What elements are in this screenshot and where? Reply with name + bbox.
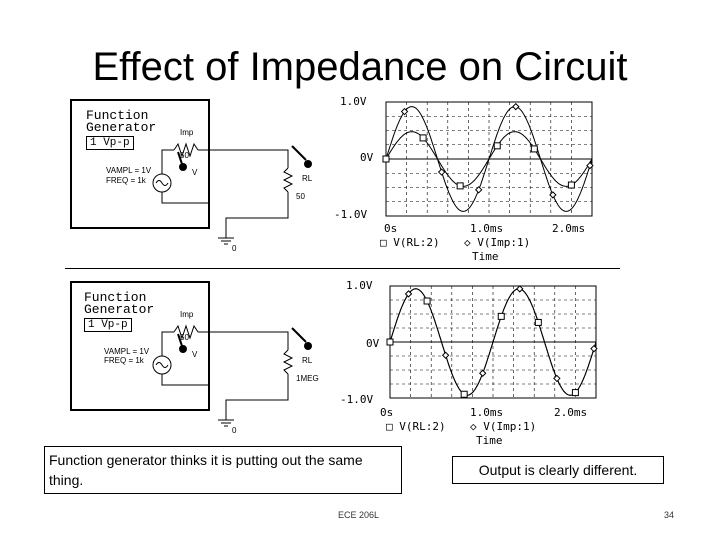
rl-marker	[420, 135, 426, 141]
top-legend-a: □ V(RL:2)	[380, 236, 440, 249]
freq-label: FREQ = 1k	[104, 356, 144, 365]
bottom-legend-a: □ V(RL:2)	[386, 420, 446, 433]
top-plot	[320, 94, 610, 266]
freq-label: FREQ = 1k	[106, 176, 146, 185]
bottom-y-top: 1.0V	[346, 279, 373, 292]
rl-marker	[568, 182, 574, 188]
top-x-end: 2.0ms	[552, 222, 586, 235]
vampl-label: VAMPL = 1V	[104, 347, 150, 356]
bottom-y-bottom: -1.0V	[340, 393, 374, 406]
bottom-x-end: 2.0ms	[554, 406, 588, 419]
top-y-mid: 0V	[360, 151, 374, 164]
ground-label: 0	[232, 426, 237, 435]
bottom-plot-canvas	[320, 276, 610, 448]
top-x-label: Time	[472, 250, 499, 263]
rl-marker	[494, 143, 500, 149]
bottom-plot	[320, 276, 610, 448]
imp-value: 50	[180, 151, 189, 160]
bottom-x-label: Time	[476, 434, 503, 447]
imp-marker	[517, 286, 523, 292]
section-divider	[65, 268, 620, 269]
ground-label: 0	[232, 244, 237, 253]
left-caption: Function generator thinks it is putting out the same thing.	[44, 446, 402, 494]
function-generator-label: Function Generator	[84, 290, 155, 317]
rl-marker	[387, 339, 393, 345]
vampl-label: VAMPL = 1V	[106, 166, 152, 175]
rl-marker	[572, 390, 578, 396]
rl-marker	[424, 298, 430, 304]
top-x-start: 0s	[384, 222, 398, 235]
rl-marker	[498, 313, 504, 319]
bottom-x-mid: 1.0ms	[470, 406, 504, 419]
rl-label: RL	[302, 174, 313, 183]
footer-course: ECE 206L	[338, 510, 380, 520]
imp-marker	[443, 352, 449, 358]
right-caption: Output is clearly different.	[452, 456, 664, 484]
page-number: 34	[664, 510, 675, 520]
top-x-mid: 1.0ms	[470, 222, 504, 235]
rl-marker	[457, 183, 463, 189]
rl-marker	[461, 391, 467, 397]
source-v-label: V	[192, 168, 198, 177]
top-y-bottom: -1.0V	[334, 208, 368, 221]
top-legend-b: ◇ V(Imp:1)	[464, 236, 531, 249]
rl-marker	[535, 319, 541, 325]
imp-marker	[513, 104, 519, 110]
bottom-y-mid: 0V	[366, 337, 380, 350]
imp-marker	[480, 370, 486, 376]
rl-marker	[383, 156, 389, 162]
bottom-x-start: 0s	[380, 406, 394, 419]
vpp-label: 1 Vp-p	[84, 318, 132, 332]
rl-value: 1MEG	[296, 374, 319, 383]
rl-marker	[531, 146, 537, 152]
rl-value: 50	[296, 192, 305, 201]
function-generator-label: Function Generator	[86, 108, 157, 135]
vpp-label: 1 Vp-p	[86, 136, 134, 150]
imp-label: Imp	[180, 310, 194, 319]
bottom-legend-b: ◇ V(Imp:1)	[470, 420, 537, 433]
imp-label: Imp	[180, 128, 194, 137]
imp-value: 50	[180, 333, 189, 342]
source-v-label: V	[192, 350, 198, 359]
slide-title: Effect of Impedance on Circuit	[92, 45, 628, 89]
rl-label: RL	[302, 356, 313, 365]
top-y-top: 1.0V	[340, 95, 367, 108]
